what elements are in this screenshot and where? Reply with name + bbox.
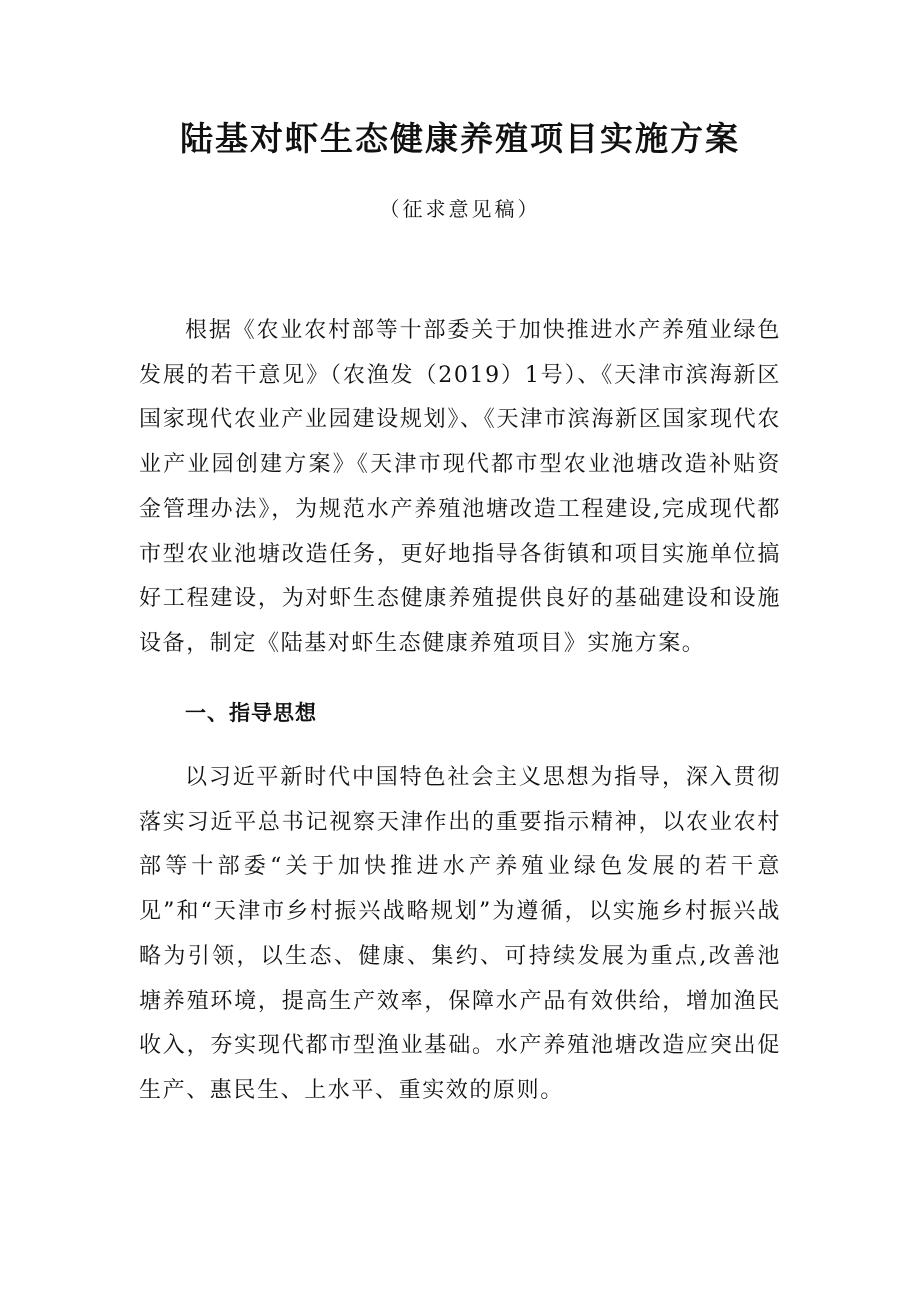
intro-paragraph: 根据《农业农村部等十部委关于加快推进水产养殖业绿色发展的若干意见》（农渔发（2019）1号）、《天津市滨海新区国家现代农业产业园建设规划》、《天津市滨海新区国家现代农业产业园创建方案》《天津市现代都市型农业池塘改造补贴资金管理办法》，为规范水产养殖池塘改造工程建设,完成现代都市型农业池塘改造任务，更好地指导各街镇和项目实施单位搞好工程建设，为对虾生态健康养殖提供良好的基础建设和设施设备，制定《陆基对虾生态健康养殖项目》实施方案。 <box>139 318 781 656</box>
guiding-ideology-paragraph: 以习近平新时代中国特色社会主义思想为指导，深入贯彻落实习近平总书记视察天津作出的重要指示精神，以农业农村部等十部委“关于加快推进水产养殖业绿色发展的若干意见”和“天津市乡村振兴战略规划”为遵循，以实施乡村振兴战略为引领，以生态、健康、集约、可持续发展为重点,改善池塘养殖环境，提高生产效率，保障水产品有效供给，增加渔民收入，夯实现代都市型渔业基础。水产养殖池塘改造应突出促生产、惠民生、上水平、重实效的原则。 <box>139 765 781 1103</box>
section-heading-guiding-ideology: 一、指导思想 <box>185 701 317 725</box>
document-title: 陆基对虾生态健康养殖项目实施方案 <box>180 119 740 158</box>
document-subtitle: （征求意见稿） <box>379 197 541 221</box>
